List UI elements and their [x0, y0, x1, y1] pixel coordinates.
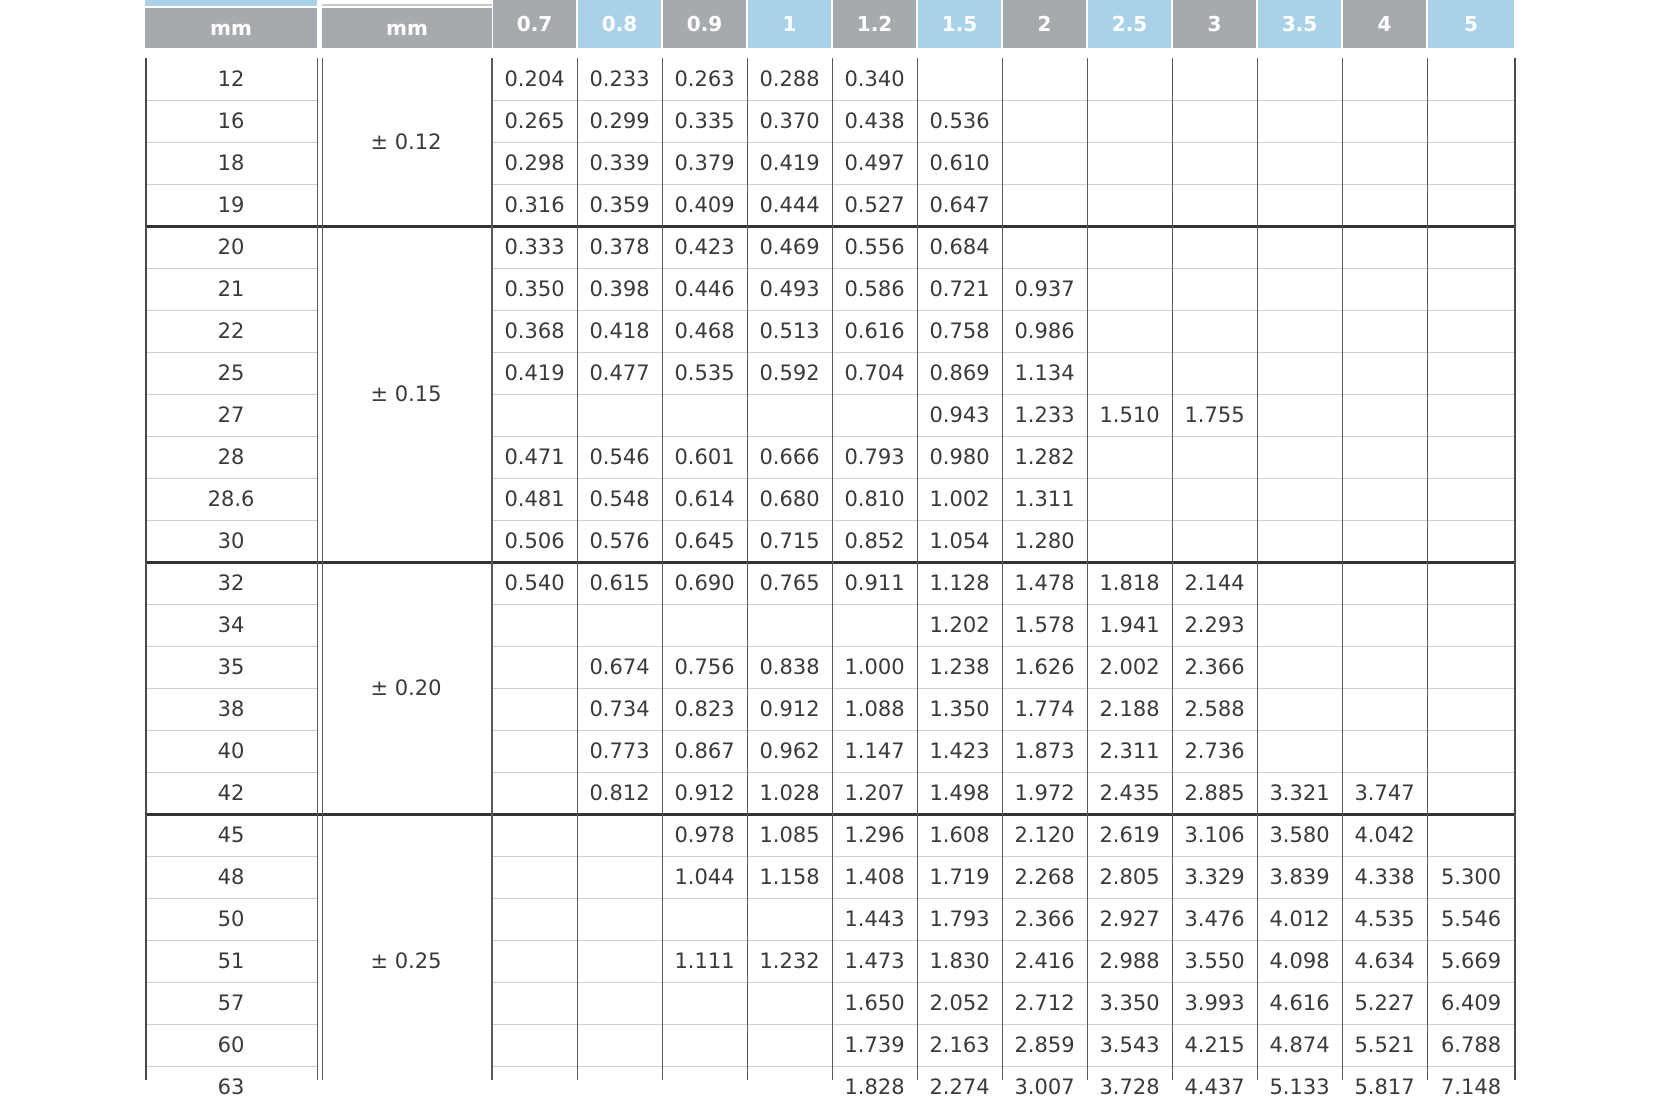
weight-cell: 0.666: [759, 445, 820, 469]
weight-cell: 0.540: [504, 571, 565, 595]
weight-cell: 2.619: [1099, 823, 1160, 847]
outer-diameter-cell: 51: [217, 949, 245, 973]
weight-cell: 1.510: [1099, 403, 1160, 427]
weight-cell: 1.719: [929, 865, 990, 889]
weight-cell: 0.506: [504, 529, 565, 553]
weight-cell: 2.144: [1184, 571, 1245, 595]
weight-cell: 2.002: [1099, 655, 1160, 679]
weight-cell: 1.498: [929, 781, 990, 805]
weight-cell: 1.002: [929, 487, 990, 511]
outer-diameter-cell: 25: [217, 361, 245, 385]
weight-cell: 0.838: [759, 655, 820, 679]
outer-diameter-cell: 60: [217, 1033, 245, 1057]
weight-cell: 0.298: [504, 151, 565, 175]
weight-cell: 0.263: [674, 67, 735, 91]
weight-cell: 1.793: [929, 907, 990, 931]
weight-cell: 0.409: [674, 193, 735, 217]
weight-cell: 0.493: [759, 277, 820, 301]
weight-cell: 0.333: [504, 235, 565, 259]
outer-diameter-cell: 34: [217, 613, 245, 637]
weight-cell: 0.204: [504, 67, 565, 91]
header-wall-thickness: 1.5: [918, 0, 1001, 48]
outer-diameter-cell: 16: [217, 109, 245, 133]
weight-cell: 2.416: [1014, 949, 1075, 973]
weight-cell: 0.335: [674, 109, 735, 133]
weight-cell: 5.227: [1354, 991, 1415, 1015]
weight-cell: 0.546: [589, 445, 650, 469]
weight-cell: 1.088: [844, 697, 905, 721]
outer-diameter-cell: 28.6: [207, 487, 255, 511]
header-wall-thickness: 3: [1173, 0, 1256, 48]
weight-cell: 0.446: [674, 277, 735, 301]
weight-cell: 0.513: [759, 319, 820, 343]
weight-cell: 1.238: [929, 655, 990, 679]
weight-cell: 1.408: [844, 865, 905, 889]
weight-cell: 3.321: [1269, 781, 1330, 805]
weight-cell: 0.316: [504, 193, 565, 217]
weight-cell: 1.941: [1099, 613, 1160, 637]
weight-cell: 2.293: [1184, 613, 1245, 637]
outer-diameter-cell: 63: [217, 1075, 245, 1099]
weight-cell: 2.052: [929, 991, 990, 1015]
weight-cell: 1.828: [844, 1075, 905, 1099]
weight-cell: 3.580: [1269, 823, 1330, 847]
weight-cell: 2.885: [1184, 781, 1245, 805]
header-wall-thickness: 0.7: [493, 0, 576, 48]
weight-cell: 7.148: [1440, 1075, 1502, 1099]
outer-diameter-cell: 28: [217, 445, 245, 469]
weight-cell: 0.233: [589, 67, 650, 91]
weight-cell: 0.527: [844, 193, 905, 217]
weight-cell: 0.535: [674, 361, 735, 385]
weight-cell: 4.338: [1354, 865, 1415, 889]
weight-cell: 0.592: [759, 361, 820, 385]
header-wall-thickness: 5: [1428, 0, 1514, 48]
weight-cell: 4.437: [1184, 1075, 1245, 1099]
weight-cell: 0.556: [844, 235, 905, 259]
weight-cell: 0.586: [844, 277, 905, 301]
weight-cell: 0.471: [504, 445, 565, 469]
weight-cell: 4.535: [1354, 907, 1415, 931]
weight-cell: 1.650: [844, 991, 905, 1015]
weight-cell: 1.873: [1014, 739, 1075, 763]
outer-diameter-cell: 48: [217, 865, 245, 889]
weight-cell: 4.874: [1269, 1033, 1330, 1057]
weight-cell: 1.044: [674, 865, 735, 889]
weight-cell: 1.608: [929, 823, 990, 847]
weight-cell: 0.986: [1014, 319, 1075, 343]
header-wall-thickness: 0.9: [663, 0, 746, 48]
weight-cell: 1.830: [929, 949, 990, 973]
outer-diameter-cell: 18: [217, 151, 245, 175]
weight-cell: 0.378: [589, 235, 650, 259]
weight-cell: 0.943: [929, 403, 990, 427]
weight-cell: 2.435: [1099, 781, 1160, 805]
header-wall-thickness: 2: [1003, 0, 1086, 48]
outer-diameter-cell: 50: [217, 907, 245, 931]
weight-cell: 0.370: [759, 109, 820, 133]
weight-cell: 0.674: [589, 655, 650, 679]
weight-cell: 0.704: [844, 361, 905, 385]
weight-cell: 0.690: [674, 571, 735, 595]
weight-cell: 3.728: [1099, 1075, 1160, 1099]
weight-cell: 2.274: [929, 1075, 990, 1099]
weight-cell: 0.614: [674, 487, 735, 511]
outer-diameter-cell: 57: [217, 991, 245, 1015]
weight-cell: 1.972: [1014, 781, 1075, 805]
weight-cell: 0.379: [674, 151, 735, 175]
weight-cell: 1.147: [844, 739, 905, 763]
weight-cell: 4.634: [1354, 949, 1415, 973]
outer-diameter-cell: 20: [217, 235, 245, 259]
header-wall-thickness: 3.5: [1258, 0, 1341, 48]
weight-cell: 1.311: [1014, 487, 1075, 511]
weight-cell: 3.839: [1269, 865, 1330, 889]
weight-cell: 0.576: [589, 529, 650, 553]
weight-cell: 1.423: [929, 739, 990, 763]
weight-cell: 2.988: [1099, 949, 1160, 973]
header-od-unit: mm: [145, 8, 317, 48]
tolerance-cell: ± 0.15: [370, 382, 442, 406]
weight-cell: 2.712: [1014, 991, 1075, 1015]
weight-cell: 5.546: [1440, 907, 1502, 931]
tolerance-cell: ± 0.20: [370, 676, 442, 700]
outer-diameter-cell: 12: [217, 67, 245, 91]
tolerance-cell: ± 0.25: [370, 949, 442, 973]
weight-cell: 4.215: [1184, 1033, 1245, 1057]
weight-cell: 6.788: [1440, 1033, 1502, 1057]
weight-cell: 0.359: [589, 193, 650, 217]
weight-cell: 1.207: [844, 781, 905, 805]
weight-cell: 5.133: [1269, 1075, 1330, 1099]
weight-cell: 2.805: [1099, 865, 1160, 889]
weight-cell: 0.477: [589, 361, 650, 385]
weight-cell: 1.350: [929, 697, 990, 721]
weight-cell: 0.823: [674, 697, 735, 721]
weight-cell: 1.054: [929, 529, 990, 553]
weight-cell: 0.350: [504, 277, 565, 301]
weight-cell: 0.937: [1014, 277, 1075, 301]
weight-cell: 5.300: [1440, 865, 1502, 889]
weight-cell: 1.282: [1014, 445, 1075, 469]
weight-cell: 1.028: [759, 781, 820, 805]
weight-cell: 2.311: [1099, 739, 1160, 763]
weight-cell: 0.715: [759, 529, 820, 553]
tolerance-cell: ± 0.12: [370, 130, 442, 154]
weight-cell: 1.626: [1014, 655, 1075, 679]
weight-cell: 2.927: [1099, 907, 1160, 931]
weight-cell: 0.765: [759, 571, 820, 595]
weight-cell: 1.233: [1014, 403, 1075, 427]
weight-cell: 0.419: [759, 151, 820, 175]
weight-cell: 2.163: [929, 1033, 990, 1057]
weight-cell: 1.473: [844, 949, 905, 973]
weight-cell: 0.419: [504, 361, 565, 385]
weight-cell: 2.268: [1014, 865, 1075, 889]
weight-cell: 1.443: [844, 907, 905, 931]
weight-cell: 0.793: [844, 445, 905, 469]
weight-cell: 0.615: [589, 571, 650, 595]
weight-cell: 3.007: [1014, 1075, 1075, 1099]
weight-cell: 5.521: [1354, 1033, 1415, 1057]
weight-cell: 0.469: [759, 235, 820, 259]
weight-cell: 1.111: [674, 949, 735, 973]
weight-cell: 2.859: [1014, 1033, 1075, 1057]
weight-cell: 1.755: [1184, 403, 1245, 427]
outer-diameter-cell: 35: [217, 655, 245, 679]
weight-cell: 2.188: [1099, 697, 1160, 721]
weight-cell: 0.852: [844, 529, 905, 553]
weight-cell: 1.158: [759, 865, 820, 889]
weight-cell: 2.366: [1184, 655, 1245, 679]
header-accent-strip: [145, 0, 317, 6]
header-wall-thickness: 1: [748, 0, 831, 48]
weight-cell: 0.869: [929, 361, 990, 385]
weight-cell: 0.980: [929, 445, 990, 469]
outer-diameter-cell: 22: [217, 319, 245, 343]
weight-cell: 2.120: [1014, 823, 1075, 847]
weight-cell: 0.548: [589, 487, 650, 511]
weight-cell: 0.721: [929, 277, 990, 301]
weight-cell: 0.418: [589, 319, 650, 343]
weight-cell: 0.438: [844, 109, 905, 133]
weight-cell: 0.368: [504, 319, 565, 343]
weight-cell: 1.478: [1014, 571, 1075, 595]
outer-diameter-cell: 45: [217, 823, 245, 847]
weight-cell: 0.339: [589, 151, 650, 175]
weight-cell: 0.610: [929, 151, 990, 175]
outer-diameter-cell: 19: [217, 193, 245, 217]
outer-diameter-cell: 30: [217, 529, 245, 553]
weight-cell: 2.588: [1184, 697, 1245, 721]
header-wall-thickness: 4: [1343, 0, 1426, 48]
weight-cell: 0.812: [589, 781, 650, 805]
outer-diameter-cell: 40: [217, 739, 245, 763]
weight-cell: 1.818: [1099, 571, 1160, 595]
weight-cell: 3.747: [1354, 781, 1415, 805]
outer-diameter-cell: 42: [217, 781, 245, 805]
weight-cell: 1.296: [844, 823, 905, 847]
weight-cell: 0.423: [674, 235, 735, 259]
header-wall-thickness: 0.8: [578, 0, 661, 48]
weight-cell: 0.758: [929, 319, 990, 343]
weight-cell: 3.350: [1099, 991, 1160, 1015]
weight-cell: 0.867: [674, 739, 735, 763]
weight-cell: 0.978: [674, 823, 735, 847]
weight-cell: 0.645: [674, 529, 735, 553]
weight-cell: 1.000: [844, 655, 905, 679]
weight-cell: 5.817: [1354, 1075, 1415, 1099]
weight-cell: 6.409: [1440, 991, 1502, 1015]
weight-cell: 0.601: [674, 445, 735, 469]
outer-diameter-cell: 27: [217, 403, 245, 427]
weight-cell: 0.680: [759, 487, 820, 511]
weight-cell: 4.098: [1269, 949, 1330, 973]
weight-cell: 0.684: [929, 235, 990, 259]
weight-cell: 2.366: [1014, 907, 1075, 931]
weight-cell: 3.550: [1184, 949, 1245, 973]
header-wall-thickness: 1.2: [833, 0, 916, 48]
weight-cell: 0.647: [929, 193, 990, 217]
weight-cell: 3.543: [1099, 1033, 1160, 1057]
weight-cell: 1.134: [1014, 361, 1075, 385]
weight-cell: 0.616: [844, 319, 905, 343]
weight-cell: 4.616: [1269, 991, 1330, 1015]
weight-cell: 1.232: [759, 949, 820, 973]
weight-cell: 3.106: [1184, 823, 1245, 847]
weight-cell: 0.773: [589, 739, 650, 763]
weight-cell: 1.202: [929, 613, 990, 637]
weight-cell: 0.340: [844, 67, 905, 91]
weight-cell: 0.265: [504, 109, 565, 133]
weight-cell: 1.280: [1014, 529, 1075, 553]
weight-cell: 0.912: [759, 697, 820, 721]
outer-diameter-cell: 32: [217, 571, 245, 595]
weight-cell: 0.444: [759, 193, 820, 217]
column-divider: [317, 58, 318, 1080]
weight-cell: 0.911: [844, 571, 905, 595]
weight-cell: 0.756: [674, 655, 735, 679]
weight-cell: 1.085: [759, 823, 820, 847]
weight-cell: 0.288: [759, 67, 820, 91]
weight-cell: 0.468: [674, 319, 735, 343]
weight-cell: 0.810: [844, 487, 905, 511]
header-accent-strip: [322, 0, 492, 6]
weight-cell: 4.042: [1354, 823, 1415, 847]
header-wall-thickness: 2.5: [1088, 0, 1171, 48]
weight-cell: 0.734: [589, 697, 650, 721]
weight-cell: 4.012: [1269, 907, 1330, 931]
weight-cell: 0.497: [844, 151, 905, 175]
weight-cell: 0.398: [589, 277, 650, 301]
weight-cell: 3.993: [1184, 991, 1245, 1015]
weight-cell: 1.739: [844, 1033, 905, 1057]
outer-diameter-cell: 38: [217, 697, 245, 721]
weight-cell: 0.299: [589, 109, 650, 133]
weight-cell: 3.476: [1184, 907, 1245, 931]
header-tolerance-unit: mm: [322, 8, 492, 48]
weight-cell: 5.669: [1440, 949, 1502, 973]
weight-cell: 1.128: [929, 571, 990, 595]
weight-cell: 2.736: [1184, 739, 1245, 763]
weight-cell: 0.481: [504, 487, 565, 511]
weight-cell: 1.774: [1014, 697, 1075, 721]
weight-cell: 0.962: [759, 739, 820, 763]
weight-cell: 0.912: [674, 781, 735, 805]
weight-cell: 3.329: [1184, 865, 1245, 889]
weight-cell: 1.578: [1014, 613, 1075, 637]
weight-cell: 0.536: [929, 109, 990, 133]
outer-diameter-cell: 21: [217, 277, 245, 301]
